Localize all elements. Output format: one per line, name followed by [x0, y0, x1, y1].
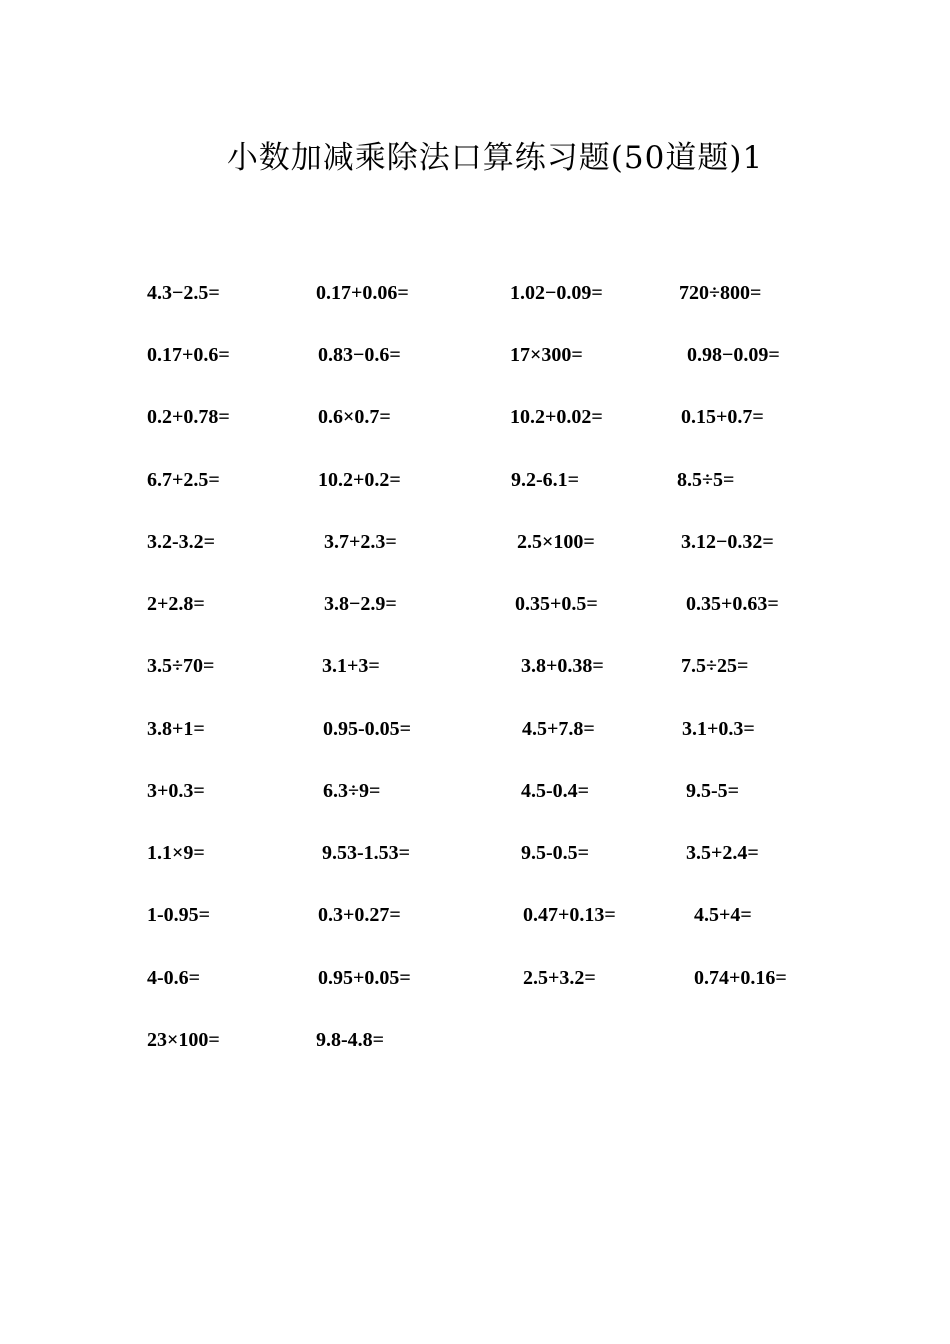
problem-item: 4-0.6= — [147, 967, 201, 989]
problem-item: 4.3−2.5= — [147, 282, 220, 304]
problem-item: 0.2+0.78= — [147, 406, 230, 428]
problem-item: 3.8−2.9= — [324, 593, 397, 615]
problem-item: 9.2-6.1= — [511, 469, 580, 491]
problem-item: 0.3+0.27= — [318, 904, 401, 926]
problem-item: 4.5+7.8= — [522, 718, 595, 740]
problem-item: 2+2.8= — [147, 593, 205, 615]
problem-item: 9.53-1.53= — [322, 842, 411, 864]
problem-item: 7.5÷25= — [681, 655, 749, 677]
problem-item: 4.5-0.4= — [521, 780, 590, 802]
problem-item: 3.5÷70= — [147, 655, 215, 677]
problem-item: 3.12−0.32= — [681, 531, 774, 553]
problem-item: 23×100= — [147, 1029, 220, 1051]
problem-item: 1-0.95= — [147, 904, 211, 926]
problem-item: 3.5+2.4= — [686, 842, 759, 864]
problem-item: 3.2-3.2= — [147, 531, 216, 553]
problem-item: 17×300= — [510, 344, 583, 366]
problem-item: 9.5-5= — [686, 780, 740, 802]
problem-item: 9.5-0.5= — [521, 842, 590, 864]
problem-item: 0.74+0.16= — [694, 967, 787, 989]
problem-item: 0.98−0.09= — [687, 344, 780, 366]
problem-item: 0.15+0.7= — [681, 406, 764, 428]
problem-item: 3+0.3= — [147, 780, 205, 802]
problem-item: 1.02−0.09= — [510, 282, 603, 304]
problem-item: 6.7+2.5= — [147, 469, 220, 491]
problem-item: 8.5÷5= — [677, 469, 735, 491]
problem-item: 2.5+3.2= — [523, 967, 596, 989]
problem-item: 0.47+0.13= — [523, 904, 616, 926]
problem-item: 1.1×9= — [147, 842, 205, 864]
problem-item: 0.83−0.6= — [318, 344, 401, 366]
problem-item: 6.3÷9= — [323, 780, 381, 802]
problem-item: 0.17+0.06= — [316, 282, 409, 304]
page-title: 小数加减乘除法口算练习题(50道题)1 — [226, 140, 764, 176]
problem-item: 3.8+1= — [147, 718, 205, 740]
problem-item: 3.8+0.38= — [521, 655, 604, 677]
problem-item: 720÷800= — [679, 282, 762, 304]
problem-item: 9.8-4.8= — [316, 1029, 385, 1051]
problem-item: 0.35+0.63= — [686, 593, 779, 615]
problem-item: 0.6×0.7= — [318, 406, 391, 428]
problem-item: 10.2+0.02= — [510, 406, 603, 428]
problem-item: 0.95-0.05= — [323, 718, 412, 740]
problem-item: 4.5+4= — [694, 904, 752, 926]
problem-item: 3.1+0.3= — [682, 718, 755, 740]
problem-item: 3.1+3= — [322, 655, 380, 677]
problem-item: 0.35+0.5= — [515, 593, 598, 615]
problem-item: 3.7+2.3= — [324, 531, 397, 553]
problem-item: 0.17+0.6= — [147, 344, 230, 366]
problem-item: 10.2+0.2= — [318, 469, 401, 491]
problem-item: 2.5×100= — [517, 531, 595, 553]
problem-item: 0.95+0.05= — [318, 967, 411, 989]
